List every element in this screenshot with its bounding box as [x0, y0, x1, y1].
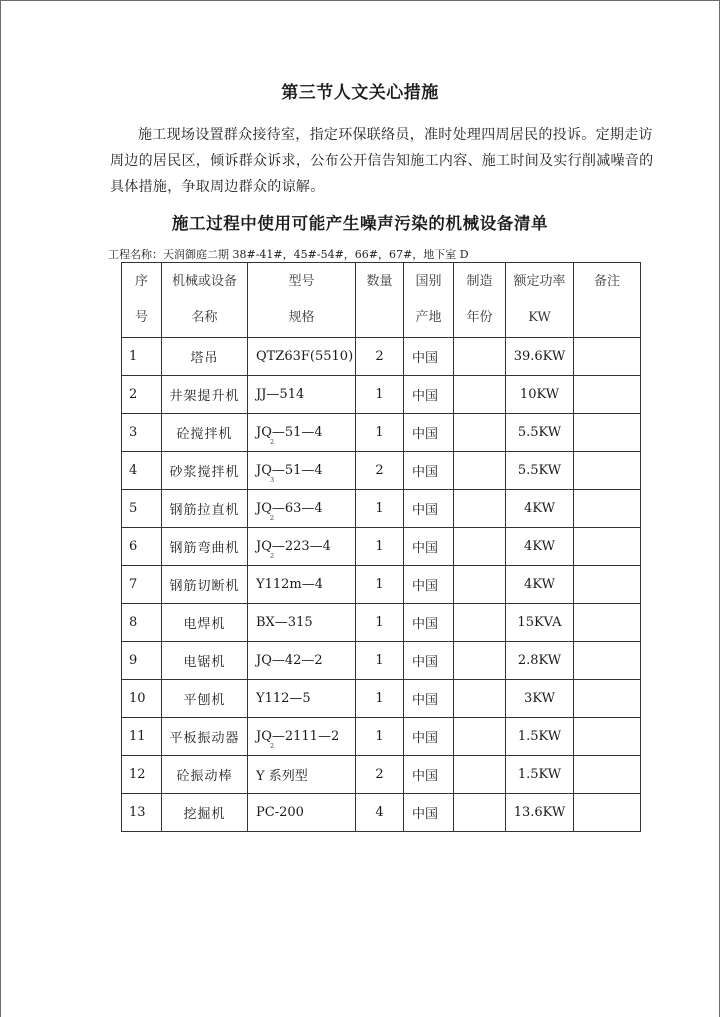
- cell-equipment-name-text: 平板振动器: [169, 731, 240, 746]
- cell-equipment-name-text: 钢筋切断机: [169, 579, 240, 594]
- cell-quantity-text: 1: [375, 653, 384, 668]
- cell-remark: [574, 566, 641, 604]
- cell-quantity-text: 1: [375, 615, 384, 630]
- cell-quantity-text: 2: [375, 767, 384, 782]
- cell-no: [122, 376, 162, 414]
- table-row: [122, 528, 641, 566]
- header-qty-line1: 数量: [366, 274, 393, 289]
- cell-no-text: 12: [129, 767, 146, 782]
- header-power: [506, 263, 574, 338]
- cell-rated-power-text: 5.5KW: [517, 425, 562, 440]
- cell-rated-power: [506, 376, 574, 414]
- cell-model-text: JQ—51—4: [256, 425, 323, 440]
- cell-quantity: [356, 490, 404, 528]
- cell-origin: [404, 680, 454, 718]
- cell-model: [248, 680, 356, 718]
- cell-origin-text: 中国: [412, 541, 439, 556]
- table-header-row: [122, 263, 641, 338]
- cell-model-text: JQ—223—4: [256, 539, 331, 554]
- cell-rated-power-text: 13.6KW: [513, 805, 566, 820]
- cell-rated-power: [506, 338, 574, 376]
- cell-origin: [404, 566, 454, 604]
- cell-origin-text: 中国: [412, 465, 439, 480]
- header-power-line2: KW: [528, 310, 551, 325]
- cell-no-text: 3: [129, 425, 138, 440]
- cell-model: [248, 528, 356, 566]
- header-no-line2: 号: [134, 310, 148, 325]
- cell-no-text: 10: [129, 691, 146, 706]
- cell-model: [248, 490, 356, 528]
- cell-origin: [404, 376, 454, 414]
- cell-no: [122, 642, 162, 680]
- model-subscript: 2: [270, 742, 275, 750]
- cell-quantity: [356, 452, 404, 490]
- cell-rated-power: [506, 528, 574, 566]
- cell-rated-power-text: 2.8KW: [517, 653, 562, 668]
- cell-model: [248, 756, 356, 794]
- cell-equipment-name: [162, 338, 248, 376]
- cell-equipment-name-text: 电焊机: [183, 617, 226, 632]
- cell-quantity: [356, 566, 404, 604]
- cell-quantity-text: 1: [375, 387, 384, 402]
- cell-equipment-name: [162, 414, 248, 452]
- cell-rated-power: [506, 718, 574, 756]
- cell-model-text: JQ—51—4: [256, 463, 323, 478]
- cell-quantity: [356, 794, 404, 832]
- cell-rated-power-text: 4KW: [524, 501, 555, 516]
- cell-quantity: [356, 528, 404, 566]
- cell-rated-power: [506, 642, 574, 680]
- cell-model: [248, 794, 356, 832]
- cell-origin-text: 中国: [412, 655, 439, 670]
- cell-equipment-name-text: 电锯机: [183, 655, 226, 670]
- cell-rated-power: [506, 794, 574, 832]
- cell-quantity-text: 1: [375, 425, 384, 440]
- cell-rated-power: [506, 490, 574, 528]
- cell-no-text: 7: [129, 577, 138, 592]
- cell-remark: [574, 718, 641, 756]
- cell-no-text: 9: [129, 653, 138, 668]
- cell-year: [454, 376, 506, 414]
- cell-no-text: 2: [129, 387, 138, 402]
- cell-rated-power: [506, 414, 574, 452]
- cell-origin: [404, 756, 454, 794]
- cell-origin-text: 中国: [412, 617, 439, 632]
- cell-year: [454, 680, 506, 718]
- header-year: [454, 263, 506, 338]
- cell-no-text: 11: [129, 729, 146, 744]
- table-row: [122, 718, 641, 756]
- table-row: [122, 566, 641, 604]
- cell-equipment-name-text: 塔吊: [190, 351, 219, 366]
- cell-quantity: [356, 376, 404, 414]
- cell-origin-text: 中国: [412, 389, 439, 404]
- model-subscript: 2: [270, 438, 275, 446]
- cell-quantity-text: 2: [375, 349, 384, 364]
- cell-no-text: 4: [129, 463, 138, 478]
- header-qty: [356, 263, 404, 338]
- cell-model-text: Y112m—4: [256, 577, 323, 592]
- header-origin: [404, 263, 454, 338]
- cell-origin: [404, 642, 454, 680]
- header-model-line1: 型号: [288, 274, 315, 289]
- cell-rated-power: [506, 566, 574, 604]
- header-year-line1: 制造: [466, 274, 493, 289]
- table-row: [122, 376, 641, 414]
- cell-equipment-name-text: 钢筋弯曲机: [169, 541, 240, 556]
- project-name-line: 工程名称：天润御庭二期 38#-41#，45#-54#，66#，67#，地下室 D: [108, 248, 469, 261]
- table-row: [122, 642, 641, 680]
- cell-origin-text: 中国: [412, 731, 439, 746]
- cell-quantity-text: 2: [375, 463, 384, 478]
- header-origin-line1: 国别: [415, 274, 442, 289]
- cell-rated-power-text: 15KVA: [517, 615, 562, 630]
- cell-quantity-text: 1: [375, 501, 384, 516]
- section-title: 第三节人文关心措施: [281, 83, 439, 103]
- cell-no: [122, 414, 162, 452]
- cell-equipment-name: [162, 376, 248, 414]
- cell-year: [454, 756, 506, 794]
- cell-quantity-text: 4: [375, 805, 384, 820]
- cell-quantity: [356, 718, 404, 756]
- cell-model: [248, 414, 356, 452]
- cell-model-text: JQ—63—4: [256, 501, 323, 516]
- cell-model-text: BX—315: [256, 615, 313, 630]
- cell-origin-text: 中国: [412, 693, 439, 708]
- cell-rated-power-text: 1.5KW: [517, 729, 562, 744]
- cell-quantity: [356, 680, 404, 718]
- cell-equipment-name-text: 砼搅拌机: [176, 427, 233, 442]
- cell-remark: [574, 414, 641, 452]
- cell-rated-power-text: 5.5KW: [517, 463, 562, 478]
- cell-model: [248, 718, 356, 756]
- cell-year: [454, 794, 506, 832]
- cell-no: [122, 756, 162, 794]
- cell-quantity: [356, 338, 404, 376]
- cell-rated-power-text: 4KW: [524, 539, 555, 554]
- cell-model-text: JQ—2111—2: [256, 729, 340, 744]
- cell-quantity-text: 1: [375, 691, 384, 706]
- cell-no-text: 8: [129, 615, 138, 630]
- cell-origin: [404, 528, 454, 566]
- table-row: [122, 338, 641, 376]
- cell-rated-power-text: 4KW: [524, 577, 555, 592]
- model-subscript: 3: [270, 476, 275, 484]
- cell-origin: [404, 414, 454, 452]
- cell-equipment-name: [162, 452, 248, 490]
- cell-origin-text: 中国: [412, 579, 439, 594]
- cell-model-text: PC-200: [256, 805, 304, 820]
- cell-year: [454, 490, 506, 528]
- cell-origin: [404, 490, 454, 528]
- cell-equipment-name-text: 井架提升机: [169, 389, 240, 404]
- cell-year: [454, 718, 506, 756]
- cell-model-text: Y 系列型: [256, 769, 308, 784]
- table-title: 施工过程中使用可能产生噪声污染的机械设备清单: [171, 214, 549, 233]
- cell-equipment-name-text: 砼振动棒: [176, 769, 233, 784]
- cell-no: [122, 718, 162, 756]
- cell-rated-power-text: 1.5KW: [517, 767, 562, 782]
- table-row: [122, 794, 641, 832]
- cell-model: [248, 452, 356, 490]
- table-row: [122, 604, 641, 642]
- model-subscript: 2: [270, 514, 275, 522]
- cell-origin-text: 中国: [412, 503, 439, 518]
- cell-equipment-name: [162, 794, 248, 832]
- cell-origin-text: 中国: [412, 351, 439, 366]
- cell-remark: [574, 794, 641, 832]
- header-year-line2: 年份: [466, 310, 493, 325]
- cell-no-text: 5: [129, 501, 138, 516]
- cell-model-text: Y112—5: [256, 691, 311, 706]
- cell-equipment-name-text: 挖掘机: [183, 807, 226, 822]
- cell-equipment-name: [162, 604, 248, 642]
- cell-model: [248, 642, 356, 680]
- cell-no-text: 13: [129, 805, 146, 820]
- cell-remark: [574, 756, 641, 794]
- cell-year: [454, 338, 506, 376]
- cell-rated-power-text: 39.6KW: [513, 349, 566, 364]
- cell-equipment-name: [162, 680, 248, 718]
- cell-model: [248, 376, 356, 414]
- cell-remark: [574, 604, 641, 642]
- cell-rated-power: [506, 756, 574, 794]
- cell-no: [122, 490, 162, 528]
- header-origin-line2: 产地: [415, 310, 442, 325]
- table-row: [122, 490, 641, 528]
- cell-model-text: JQ—42—2: [256, 653, 323, 668]
- header-remark-line1: 备注: [593, 274, 620, 289]
- cell-origin-text: 中国: [412, 769, 439, 784]
- cell-rated-power: [506, 604, 574, 642]
- cell-model: [248, 604, 356, 642]
- cell-year: [454, 604, 506, 642]
- cell-equipment-name: [162, 490, 248, 528]
- cell-model: [248, 566, 356, 604]
- cell-remark: [574, 490, 641, 528]
- cell-equipment-name: [162, 566, 248, 604]
- cell-model: [248, 338, 356, 376]
- cell-no-text: 6: [129, 539, 138, 554]
- model-subscript: 2: [270, 552, 275, 560]
- cell-year: [454, 452, 506, 490]
- header-remark: [574, 263, 641, 338]
- cell-no: [122, 794, 162, 832]
- cell-equipment-name: [162, 528, 248, 566]
- table-row: [122, 756, 641, 794]
- cell-remark: [574, 338, 641, 376]
- cell-origin: [404, 718, 454, 756]
- cell-origin: [404, 452, 454, 490]
- cell-quantity-text: 1: [375, 577, 384, 592]
- cell-year: [454, 414, 506, 452]
- cell-remark: [574, 642, 641, 680]
- cell-equipment-name: [162, 718, 248, 756]
- cell-quantity: [356, 414, 404, 452]
- cell-origin-text: 中国: [412, 807, 439, 822]
- header-name: [162, 263, 248, 338]
- cell-equipment-name-text: 钢筋拉直机: [169, 503, 240, 518]
- cell-no: [122, 338, 162, 376]
- cell-rated-power-text: 10KW: [519, 387, 560, 402]
- header-no-line1: 序: [134, 274, 148, 289]
- cell-no: [122, 452, 162, 490]
- table-row: [122, 414, 641, 452]
- cell-quantity: [356, 642, 404, 680]
- cell-no: [122, 604, 162, 642]
- cell-remark: [574, 376, 641, 414]
- table-row: [122, 680, 641, 718]
- header-name-line2: 名称: [191, 310, 218, 325]
- cell-rated-power: [506, 452, 574, 490]
- cell-origin-text: 中国: [412, 427, 439, 442]
- cell-year: [454, 566, 506, 604]
- cell-model-text: QTZ63F(5510): [256, 349, 354, 364]
- cell-quantity: [356, 604, 404, 642]
- cell-rated-power: [506, 680, 574, 718]
- cell-equipment-name: [162, 756, 248, 794]
- header-model-line2: 规格: [288, 310, 315, 325]
- cell-remark: [574, 452, 641, 490]
- cell-no: [122, 680, 162, 718]
- body-paragraph: 施工现场设置群众接待室，指定环保联络员，准时处理四周居民的投诉。定期走访周边的居民区，倾诉群众诉求，公布公开信告知施工内容、施工时间及实行削减噪音的具体措施，争取周边群众的谅解。: [110, 127, 654, 195]
- cell-quantity-text: 1: [375, 539, 384, 554]
- header-model: [248, 263, 356, 338]
- cell-no-text: 1: [129, 349, 138, 364]
- cell-equipment-name-text: 平刨机: [183, 693, 226, 708]
- cell-model-text: JJ—514: [256, 387, 305, 402]
- table-row: [122, 452, 641, 490]
- cell-origin: [404, 338, 454, 376]
- cell-quantity-text: 1: [375, 729, 384, 744]
- cell-no: [122, 528, 162, 566]
- header-name-line1: 机械或设备: [171, 274, 237, 289]
- cell-year: [454, 528, 506, 566]
- cell-origin: [404, 794, 454, 832]
- cell-year: [454, 642, 506, 680]
- header-no: [122, 263, 162, 338]
- header-power-line1: 额定功率: [513, 274, 566, 289]
- cell-remark: [574, 680, 641, 718]
- cell-equipment-name-text: 砂浆搅拌机: [169, 465, 240, 480]
- cell-quantity: [356, 756, 404, 794]
- cell-no: [122, 566, 162, 604]
- equipment-table: [121, 262, 641, 832]
- cell-remark: [574, 528, 641, 566]
- cell-equipment-name: [162, 642, 248, 680]
- equipment-table-body: [122, 263, 641, 832]
- cell-origin: [404, 604, 454, 642]
- cell-rated-power-text: 3KW: [524, 691, 555, 706]
